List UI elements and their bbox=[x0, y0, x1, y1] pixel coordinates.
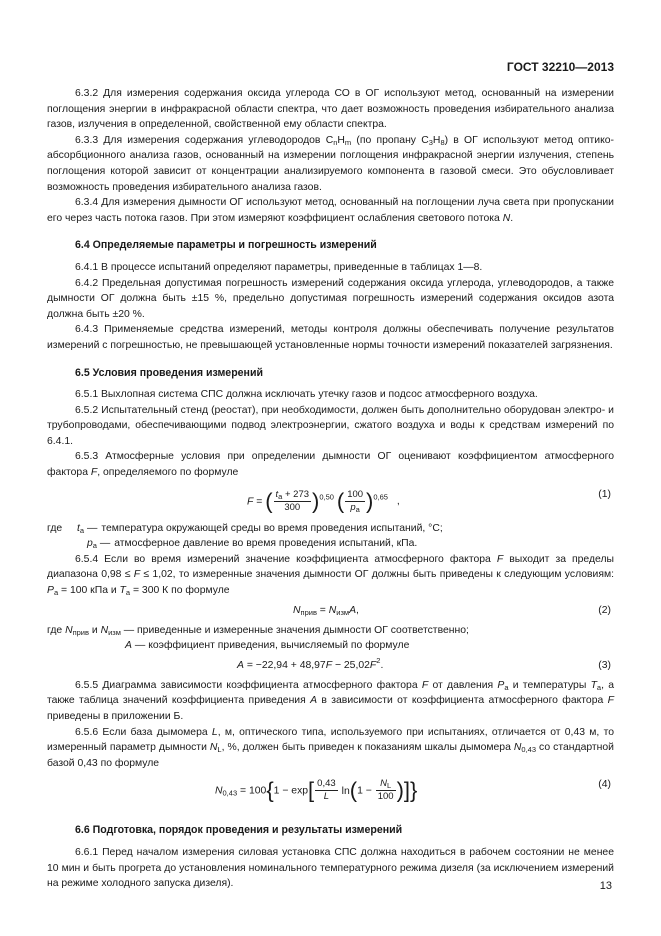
formula-3: $A = -22,94 + 48,97F - 25,02F^2$. (3) bbox=[47, 656, 614, 676]
formula-1: F = ( $\frac{t_a + 273}{300}$ )$^{0,50}$ ( $\frac{100}{p_a}$ )$^{0,65}$ , (1) bbox=[247, 488, 611, 514]
section-6-4-title: 6.4 Определяемые параметры и погрешность измерений bbox=[75, 239, 377, 252]
formula-2-number: (2) bbox=[598, 604, 611, 616]
definitions-formula-2: где $N_{прив}$ и $N_{изм}$ — приведенные и измеренные значения дымности ОГ соответственно; A — коэффициент приведения, вычисляемый по формуле bbox=[47, 624, 469, 652]
paragraph-6-5-2: 6.5.2 Испытательный стенд (реостат), при необходимости, должен быть дополнительно оборудован электро- и трубопроводами, обеспечивающими подвод электроэнергии, сжатого воздуха и воды к средствам измерений по 6.4.1. bbox=[47, 404, 614, 447]
paragraph-6-5-5: 6.5.5 Диаграмма зависимости коэффициента атмосферного фактора F от давления $P_a$ и температуры $T_a$, а также таблица значений коэффициента приведения A в зависимости от коэффициента атмосферного фактора F приведены в приложении Б. bbox=[47, 679, 615, 722]
definitions-formula-1: где $t_a$ — температура окружающей среды во время проведения испытаний, °C; $p_a$ — атмосферное давление во время проведения испытаний, кПа. bbox=[47, 522, 443, 551]
page-number: 13 bbox=[599, 880, 612, 892]
paragraph-6-4-3: 6.4.3 Применяемые средства измерений, методы контроля должны обеспечивать получение результатов измерений с погрешностью, не превышающей установленные нормы точности измерений показателей загрязнения. bbox=[47, 324, 614, 351]
formula-1-number: (1) bbox=[598, 488, 611, 500]
formula-3-number: (3) bbox=[598, 659, 611, 671]
paragraph-6-6-1: 6.6.1 Перед началом измерения силовая установка СПС должна находиться в рабочем состоянии не менее 10 мин и быть прогрета до установления номинального температурного режима дизеля (за исключением измерений на режиме холодного запуска дизеля). bbox=[47, 846, 614, 890]
document-header: ГОСТ 32210—2013 bbox=[506, 60, 614, 74]
section-6-6-title: 6.6 Подготовка, порядок проведения и результаты измерений bbox=[75, 824, 403, 837]
paragraph-6-3-4: 6.3.4 Для измерения дымности ОГ используют метод, основанный на поглощении луча света при пропускании его через часть потока газов. При этом измеряют коэффициент ослабления светового потока N. bbox=[47, 197, 614, 224]
paragraph-6-5-3: 6.5.3 Атмосферные условия при определении дымности ОГ оценивают коэффициентом атмосферного фактора F, определяемого по формуле bbox=[47, 451, 614, 479]
paragraph-6-5-6: 6.5.6 Если база дымомера L, м, оптического типа, используемого при испытаниях, отличается от 0,43 м, то измеренный параметр дымности $N_L$, %, должен быть приведен к показаниям шкалы дымомера $N_{0,43}$ со стандартной базой 0,43 по формуле bbox=[47, 726, 614, 769]
paragraph-6-4-2: 6.4.2 Предельная допустимая погрешность измерений содержания оксида углерода, углеводородов, а также дымности ОГ должна быть ±15 %, предельно допустимая погрешность измерений содержания оксидов азота должна быть ±20 %. bbox=[47, 277, 614, 320]
paragraph-6-3-3: 6.3.3 Для измерения содержания углеводородов $C_nH_m$ (по пропану $C_3H_8$) в ОГ используют метод оптико-абсорбционного анализа газов, основанный на измерении поглощения инфракрасной энергии излучения, степень поглощения которой зависит от концентрации анализируемого компонента в газовой смеси. Это обусловливает возможность проведения избирательного анализа газов. bbox=[47, 134, 614, 193]
paragraph-6-5-4: 6.5.4 Если во время измерений значение коэффициента атмосферного фактора F выходит за пределы диапазона 0,98 ≤ F ≤ 1,02, то измеренные значения дымности ОГ должны быть приведены к следующим условиям: $P_a = 100$ кПа и $T_a = 300$ К по формуле bbox=[47, 553, 615, 598]
formula-4-number: (4) bbox=[598, 779, 611, 791]
section-6-5-title: 6.5 Условия проведения измерений bbox=[75, 366, 263, 379]
formula-4: $N_{0,43} = 100\{1 - \exp$[ $\frac{0,43}{L}$ ln(1 − $\frac{N_L}{100}$ )]} (4) bbox=[215, 778, 611, 804]
page-body bbox=[47, 86, 614, 892]
paragraph-6-5-1: 6.5.1 Выхлопная система СПС должна исключать утечку газов и подсос атмосферного воздуха. bbox=[75, 389, 538, 401]
paragraph-6-3-2: 6.3.2 Для измерения содержания оксида углерода СО в ОГ используют метод, основанный на измерении поглощения энергии в инфракрасной области спектра, что дает возможность проведения избирательного анализа газов, излучения в определенной, свойственной ему области спектра. bbox=[47, 88, 614, 131]
formula-2: $N_{прив} = N_{изм}A$, (2) bbox=[293, 604, 611, 617]
paragraph-6-4-1: 6.4.1 В процессе испытаний определяют параметры, приведенные в таблицах 1—8. bbox=[75, 261, 483, 273]
